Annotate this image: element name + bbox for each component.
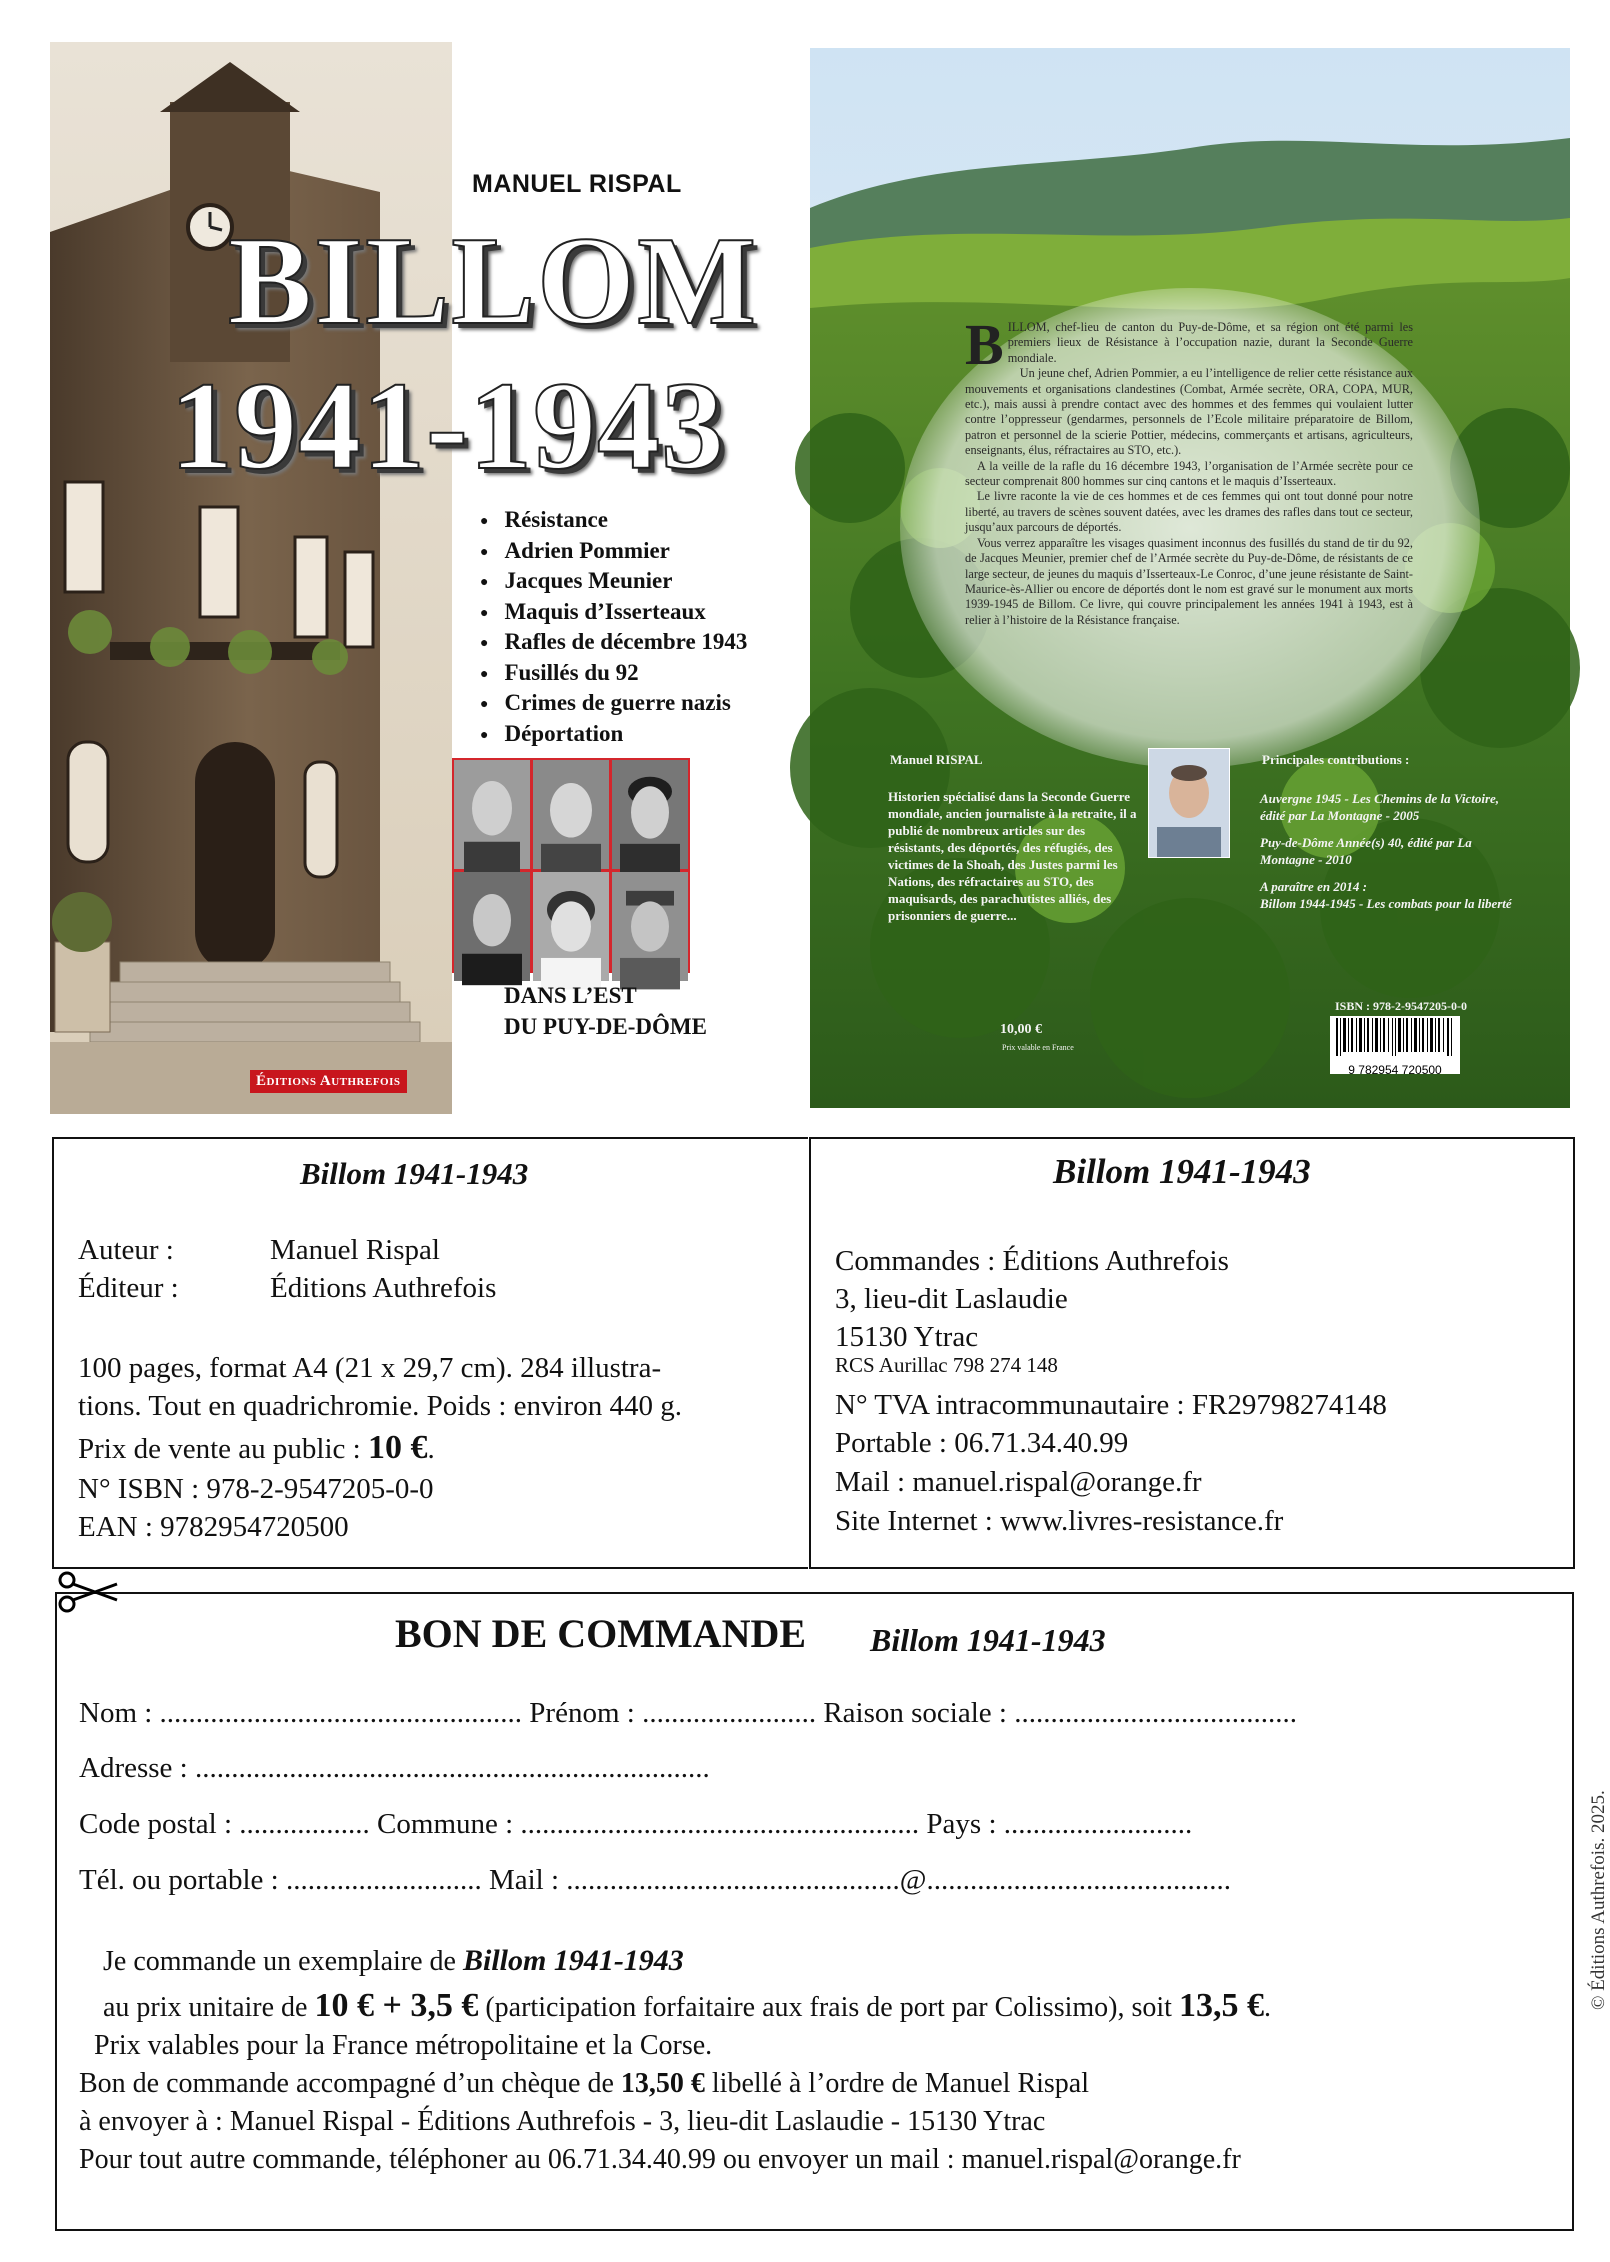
topic-item: ● Crimes de guerre nazis xyxy=(480,688,747,719)
topic-item: ● Rafles de décembre 1943 xyxy=(480,627,747,658)
contributions-title: Principales contributions : xyxy=(1262,752,1410,767)
barcode xyxy=(1330,1016,1460,1077)
form-line-postal[interactable]: Code postal : .................. Commune : ....................................................... Pays : .......................... xyxy=(79,1808,1193,1840)
book-format: 100 pages, format A4 (21 x 29,7 cm). 284 illustra- xyxy=(78,1352,662,1384)
address-line1: 3, lieu-dit Laslaudie xyxy=(835,1283,1068,1315)
order-line-text: au prix unitaire de xyxy=(103,1992,315,2023)
cover-author: MANUEL RISPAL xyxy=(472,170,682,198)
topic-item: ● Déportation xyxy=(480,719,747,750)
back-price-note: Prix valable en France xyxy=(1002,1043,1074,1052)
address-line2: 15130 Ytrac xyxy=(835,1321,979,1353)
order-form-subtitle: Billom 1941-1943 xyxy=(870,1622,1106,1658)
author-value: Manuel Rispal xyxy=(270,1234,440,1266)
contribution-item: Billom 1944-1945 - Les combats pour la liberté xyxy=(1260,896,1512,911)
order-line-text: Je commande un exemplaire de xyxy=(103,1946,463,1977)
back-paragraph: Un jeune chef, Adrien Pommier, a eu l’intelligence de relier cette résistance aux mouvements et organisations clandestines (Combat, Armée secrète, ORA, COPA, MUR, etc.), mais aussi à prendre contact avec des hommes et des femmes qui voulaient lutter contre l’oppresseur (gendarmes, personnels de l’Ecole militaire préparatoire de Billom, patron et personnel de la scierie Pottier, médecins, commerçants et artisans, agriculteurs, enseignants, élus, réfractaires au STO, etc.). xyxy=(965,366,1413,458)
back-cover-text xyxy=(965,312,1413,628)
back-paragraph: ILLOM, chef-lieu de canton du Puy-de-Dôme, et sa région ont été parmi les premiers lieux de Résistance à l’occupation nazie, durant la Seconde Guerre mondiale. xyxy=(1007,320,1413,365)
order-line-5: à envoyer à : Manuel Rispal - Éditions Authrefois - 3, lieu-dit Laslaudie - 15130 Ytrac xyxy=(79,2106,1046,2137)
back-paragraph: Le livre raconte la vie de ces hommes et de ces femmes qui ont tout donné pour notre liberté, au travers de scènes souvent datées, avec les drames des rafles dans tout ce secteur, jusqu’aux parcours de déportés. xyxy=(965,489,1413,535)
form-line-address[interactable]: Adresse : ....................................................................... xyxy=(79,1752,710,1784)
contribution-item: A paraître en 2014 : xyxy=(1260,879,1367,894)
portrait-photo xyxy=(533,872,609,981)
back-paragraph: Vous verrez apparaître les visages quasiment inconnus des fusillés du stand de tir du 92, de Jacques Meunier, premier chef de l’Armée secrète du Puy-de-Dôme, de résistants de ce large secteur, de jeunes du maquis d’Isserteaux-Le Conroc, d’une jeune résistante de Saint-Maurice-ès-Allier ou encore de déportés dont le nom est gravé sur le monument aux morts 1939-1945 de Billom. Ce livre, qui couvre principalement les années 1941 à 1943, est à relier à l’histoire de la Résistance française. xyxy=(965,535,1413,627)
cover-title-name: BILLOM xyxy=(228,212,759,351)
order-line-text: . xyxy=(1263,1992,1271,2023)
order-line-2 xyxy=(103,1987,1271,2025)
copyright-notice: © Éditions Authrefois. 2025. xyxy=(1588,1790,1609,2010)
form-line-phone[interactable]: Tél. ou portable : ........................... Mail : ..............................................@.......................................... xyxy=(79,1864,1231,1896)
orders-line: Commandes : Éditions Authrefois xyxy=(835,1245,1229,1277)
price-label: Prix de vente au public : xyxy=(78,1433,368,1465)
portrait-photo xyxy=(454,760,530,869)
cover-region xyxy=(504,980,707,1042)
back-author-bio: Historien spécialisé dans la Seconde Guerre mondiale, ancien journaliste à la retraite, il a publié de nombreux articles sur des résistants, des déportés, des réfugiés, des victimes de la Shoah, des Justes parmi les Nations, des réfractaires au STO, des maquisards, des parachutistes alliés, des prisonniers de guerre... xyxy=(888,789,1137,923)
order-line-4 xyxy=(79,2068,1089,2100)
portrait-photo xyxy=(533,760,609,869)
topic-item: ● Fusillés du 92 xyxy=(480,658,747,689)
order-line-6: Pour tout autre commande, téléphoner au 06.71.34.40.99 ou envoyer un mail : manuel.rispal@orange.fr xyxy=(79,2144,1241,2175)
phone-line: Portable : 06.71.34.40.99 xyxy=(835,1427,1129,1459)
region-line: DANS L’EST xyxy=(504,983,637,1008)
form-line-name[interactable]: Nom : .................................................. Prénom : ........................ Raison sociale : ....................................... xyxy=(79,1697,1297,1729)
scissors-icon xyxy=(57,1570,119,1614)
publisher-value: Éditions Authrefois xyxy=(270,1272,497,1304)
topic-item: ● Adrien Pommier xyxy=(480,536,747,567)
book-format-cont: tions. Tout en quadrichromie. Poids : environ 440 g. xyxy=(78,1390,682,1422)
author-photo xyxy=(1148,748,1230,858)
back-author-name: Manuel RISPAL xyxy=(890,752,983,767)
rcs-number: RCS Aurillac 798 274 148 xyxy=(835,1353,1058,1377)
mail-line: Mail : manuel.rispal@orange.fr xyxy=(835,1466,1202,1498)
order-book-title: Billom 1941-1943 xyxy=(462,1944,684,1977)
barcode-digits: 9 782954 720500 xyxy=(1348,1063,1442,1077)
back-cover xyxy=(810,48,1570,1108)
website-line: Site Internet : www.livres-resistance.fr xyxy=(835,1505,1284,1537)
town-hall-photo xyxy=(50,42,452,1114)
back-price: 10,00 € xyxy=(1000,1022,1042,1037)
contributions-list xyxy=(1260,790,1520,912)
back-paragraph: A la veille de la rafle du 16 décembre 1943, l’organisation de l’Armée secrète pour ce secteur comprenait 800 hommes sur cinq cantons et le maquis d’Isserteaux. xyxy=(965,458,1413,489)
cover-title-years: 1941-1943 xyxy=(170,357,725,496)
topic-item: ● Résistance xyxy=(480,505,747,536)
order-line-text: libellé à l’ordre de Manuel Rispal xyxy=(704,2068,1090,2099)
portrait-grid xyxy=(452,758,690,973)
isbn: N° ISBN : 978-2-9547205-0-0 xyxy=(78,1473,434,1505)
order-unit-price: 10 € + 3,5 € xyxy=(314,1987,479,2024)
vat-number: N° TVA intracommunautaire : FR29798274148 xyxy=(835,1389,1387,1421)
topic-item: ● Jacques Meunier xyxy=(480,566,747,597)
back-isbn: ISBN : 978-2-9547205-0-0 xyxy=(1335,999,1467,1013)
contribution-item: Puy-de-Dôme Année(s) 40, édité par La Montagne - 2010 xyxy=(1260,835,1472,867)
cheque-amount: 13,50 € xyxy=(620,2068,705,2099)
drop-cap: B xyxy=(965,312,1004,377)
order-total: 13,5 € xyxy=(1178,1987,1264,2024)
price-value: 10 € xyxy=(367,1429,428,1466)
public-price xyxy=(78,1429,435,1468)
publisher-logo: Éditions Authrefois xyxy=(250,1070,407,1093)
portrait-photo xyxy=(612,872,688,981)
order-line-text: Bon de commande accompagné d’un chèque de xyxy=(79,2068,621,2099)
order-line-3: Prix valables pour la France métropolitaine et la Corse. xyxy=(94,2030,713,2061)
details-title: Billom 1941-1943 xyxy=(300,1156,529,1191)
author-label: Auteur : xyxy=(78,1234,174,1266)
order-form-title: BON DE COMMANDE xyxy=(395,1611,807,1656)
front-cover xyxy=(50,42,452,1114)
contribution-item: Auvergne 1945 - Les Chemins de la Victoire, édité par La Montagne - 2005 xyxy=(1260,791,1500,823)
order-line-1 xyxy=(103,1944,684,1978)
region-line: DU PUY-DE-DÔME xyxy=(504,1014,707,1039)
portrait-photo xyxy=(454,872,530,981)
cover-topic-list xyxy=(480,505,747,749)
publisher-label: Éditeur : xyxy=(78,1272,179,1304)
contact-title: Billom 1941-1943 xyxy=(1053,1152,1311,1191)
topic-item: ● Maquis d’Isserteaux xyxy=(480,597,747,628)
portrait-photo xyxy=(612,760,688,869)
price-period: . xyxy=(427,1433,435,1465)
order-line-text: (participation forfaitaire aux frais de port par Colissimo), soit xyxy=(478,1992,1179,2023)
ean: EAN : 9782954720500 xyxy=(78,1511,349,1543)
